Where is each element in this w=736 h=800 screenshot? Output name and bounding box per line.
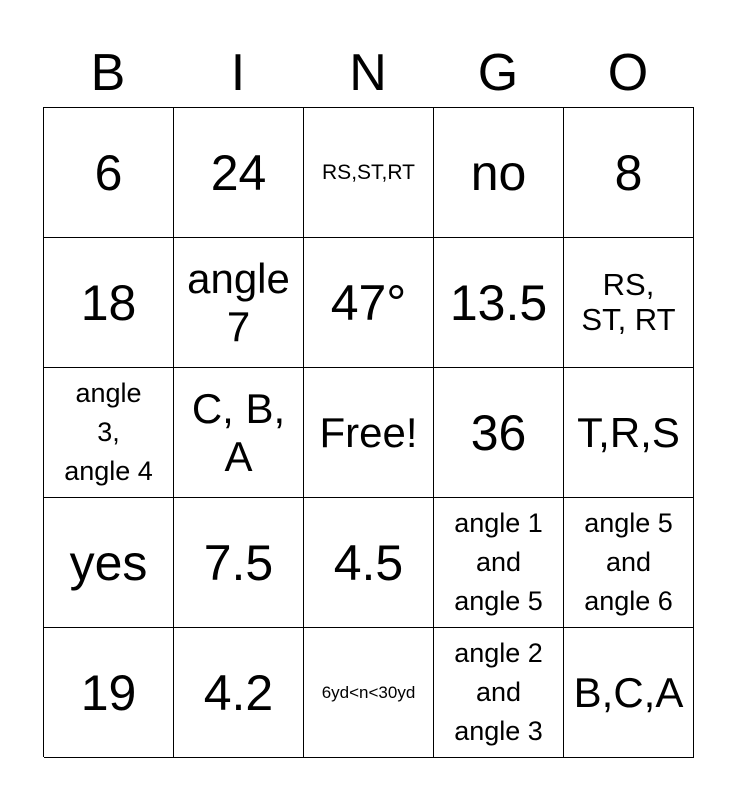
header-letter-g: G <box>477 44 519 102</box>
bingo-cell-r3-c1[interactable]: angle 3, angle 4 <box>44 368 174 498</box>
bingo-board <box>43 107 694 757</box>
bingo-cell-r4-c4[interactable]: angle 1 and angle 5 <box>434 498 564 628</box>
header-letter-b: B <box>90 44 126 102</box>
bingo-cell-r4-c1[interactable]: yes <box>44 498 174 628</box>
bingo-cell-r3-c2[interactable]: C, B, A <box>174 368 304 498</box>
bingo-cell-r1-c1[interactable]: 6 <box>44 108 174 238</box>
bingo-cell-r3-c5[interactable]: T,R,S <box>564 368 694 498</box>
header-letter-n: N <box>349 44 387 102</box>
header-letter-o: O <box>607 44 649 102</box>
bingo-cell-r1-c2[interactable]: 24 <box>174 108 304 238</box>
bingo-cell-r2-c1[interactable]: 18 <box>44 238 174 368</box>
bingo-cell-r1-c3[interactable]: RS,ST,RT <box>304 108 434 238</box>
bingo-cell-r5-c1[interactable]: 19 <box>44 628 174 758</box>
bingo-cell-r4-c5[interactable]: angle 5 and angle 6 <box>564 498 694 628</box>
bingo-header <box>43 40 693 106</box>
bingo-cell-r2-c3[interactable]: 47° <box>304 238 434 368</box>
bingo-cell-r1-c4[interactable]: no <box>434 108 564 238</box>
bingo-cell-r4-c2[interactable]: 7.5 <box>174 498 304 628</box>
bingo-cell-r1-c5[interactable]: 8 <box>564 108 694 238</box>
bingo-cell-r5-c4[interactable]: angle 2 and angle 3 <box>434 628 564 758</box>
bingo-cell-r5-c3[interactable]: 6yd<n<30yd <box>304 628 434 758</box>
bingo-cell-r3-c3-free[interactable]: Free! <box>304 368 434 498</box>
bingo-cell-r5-c2[interactable]: 4.2 <box>174 628 304 758</box>
bingo-cell-r5-c5[interactable]: B,C,A <box>564 628 694 758</box>
bingo-cell-r2-c2[interactable]: angle 7 <box>174 238 304 368</box>
bingo-cell-r2-c4[interactable]: 13.5 <box>434 238 564 368</box>
bingo-cell-r3-c4[interactable]: 36 <box>434 368 564 498</box>
bingo-cell-r2-c5[interactable]: RS, ST, RT <box>564 238 694 368</box>
header-letter-i: I <box>230 44 246 102</box>
bingo-cell-r4-c3[interactable]: 4.5 <box>304 498 434 628</box>
